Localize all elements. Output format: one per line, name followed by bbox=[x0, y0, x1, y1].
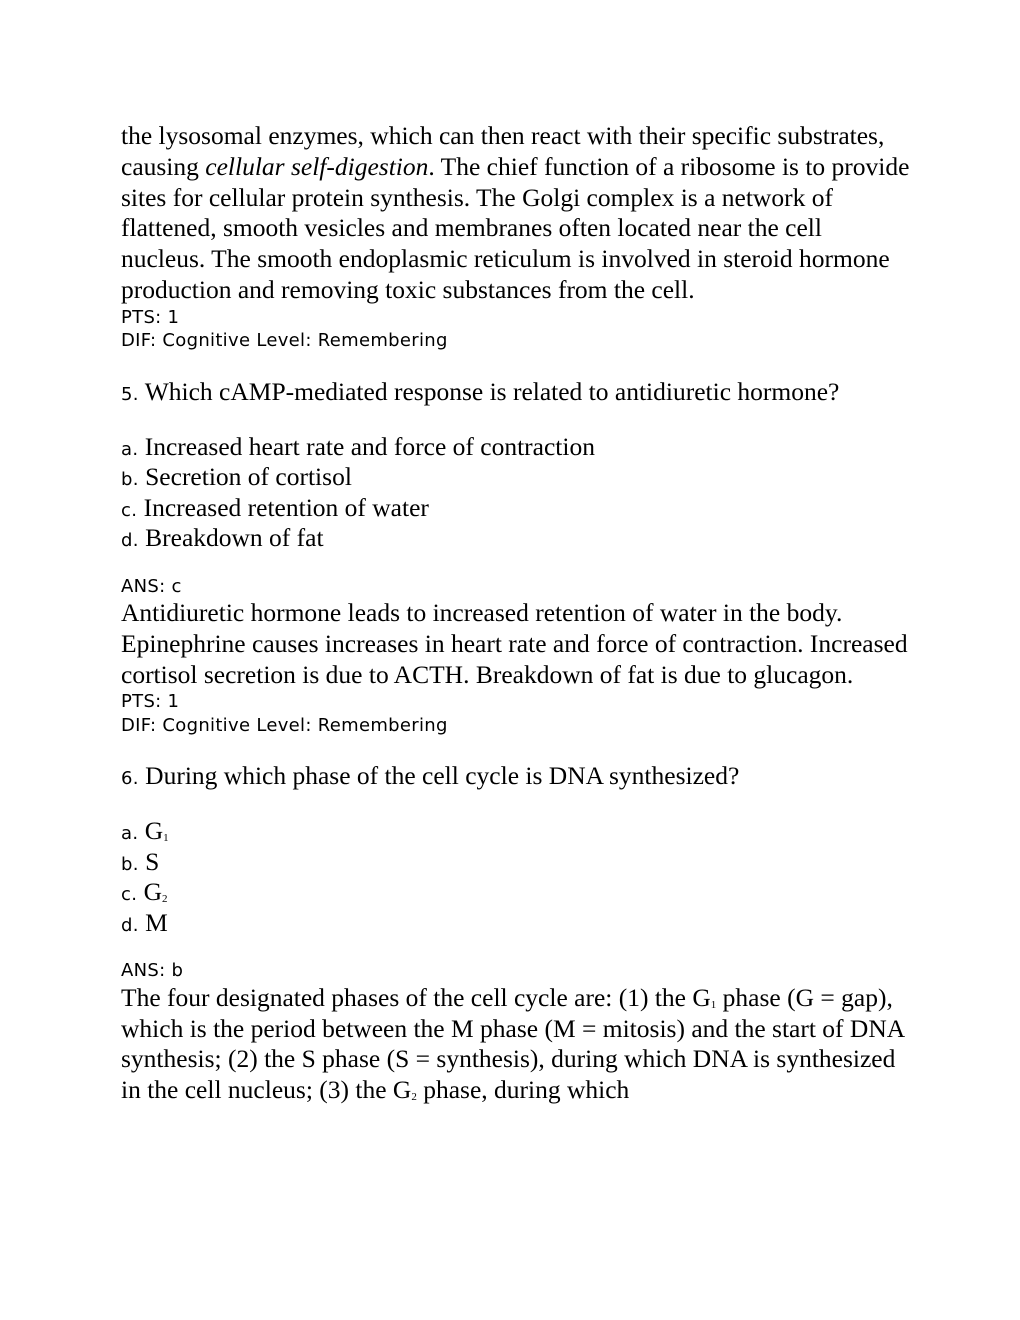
option-letter: d. bbox=[121, 914, 139, 936]
option-text: Increased heart rate and force of contraction bbox=[144, 431, 595, 461]
option-c bbox=[121, 493, 911, 524]
option-a bbox=[121, 432, 911, 463]
option-letter: c. bbox=[121, 499, 138, 521]
document-page bbox=[121, 121, 911, 1106]
subscript: 2 bbox=[162, 893, 168, 906]
option-text: Increased retention of water bbox=[143, 492, 429, 522]
option-letter: b. bbox=[121, 469, 139, 491]
subscript: 2 bbox=[411, 1091, 417, 1104]
option-text: G bbox=[143, 877, 163, 907]
rationale-paragraph-q5: Antidiuretic hormone leads to increased retention of water in the body. Epinephrine causes increases in heart rate and force of contraction. Increased cortisol secretion is due to ACTH. Breakdown of fat is due to glucagon. bbox=[121, 598, 908, 689]
points-label: PTS: 1 bbox=[121, 306, 180, 328]
option-c bbox=[121, 877, 911, 908]
rationale-text: the lysosomal enzymes, which can then react with their specific substrates, causing bbox=[121, 121, 885, 181]
option-text: Breakdown of fat bbox=[145, 523, 324, 553]
option-d bbox=[121, 523, 911, 554]
subscript: 1 bbox=[710, 998, 717, 1011]
option-letter: d. bbox=[121, 530, 139, 552]
answer-label: ANS: b bbox=[121, 960, 184, 982]
option-text: M bbox=[145, 907, 168, 937]
rationale-paragraph-q4 bbox=[121, 121, 911, 306]
difficulty-label: DIF: Cognitive Level: Remembering bbox=[121, 330, 448, 352]
option-letter: a. bbox=[121, 823, 139, 845]
difficulty-label: DIF: Cognitive Level: Remembering bbox=[121, 714, 448, 736]
rationale-text: phase, during which bbox=[416, 1075, 630, 1105]
option-letter: c. bbox=[121, 884, 138, 906]
option-d bbox=[121, 908, 911, 939]
option-a bbox=[121, 816, 911, 847]
option-letter: b. bbox=[121, 853, 139, 875]
question-text: Which cAMP-mediated response is related to antidiuretic hormone? bbox=[144, 376, 840, 406]
option-text: Secretion of cortisol bbox=[145, 462, 352, 492]
question-number: 5. bbox=[121, 383, 139, 405]
rationale-text: The four designated phases of the cell cycle are: (1) the G bbox=[121, 982, 711, 1012]
question-5 bbox=[121, 377, 911, 411]
option-text: G bbox=[144, 816, 164, 846]
question-text: During which phase of the cell cycle is DNA synthesized? bbox=[145, 761, 740, 791]
subscript: 1 bbox=[163, 832, 169, 845]
answer-label: ANS: c bbox=[121, 575, 182, 597]
rationale-text: . The chief function of a ribosome is to provide sites for cellular protein synthesis. The Golgi complex is a network of flattened, smooth vesicles and membranes often located near the cell nucleus. The smooth endoplasmic reticulum is involved in steroid hormone production and removing toxic substances from the cell. bbox=[121, 151, 910, 304]
question-6 bbox=[121, 761, 911, 795]
rationale-paragraph-q6 bbox=[121, 983, 911, 1106]
italic-term: cellular self-digestion bbox=[205, 151, 429, 181]
option-b bbox=[121, 847, 911, 878]
rationale-text: phase (G = gap), which is the period between the M phase (M = mitosis) and the start of DNA synthesis; (2) the S phase (S = synthesis), during which DNA is synthesized in the cell nucleus; (3) the G bbox=[121, 982, 904, 1105]
option-b bbox=[121, 462, 911, 493]
points-label: PTS: 1 bbox=[121, 691, 180, 713]
question-number: 6. bbox=[121, 768, 139, 790]
option-letter: a. bbox=[121, 438, 139, 460]
option-text: S bbox=[145, 846, 160, 876]
